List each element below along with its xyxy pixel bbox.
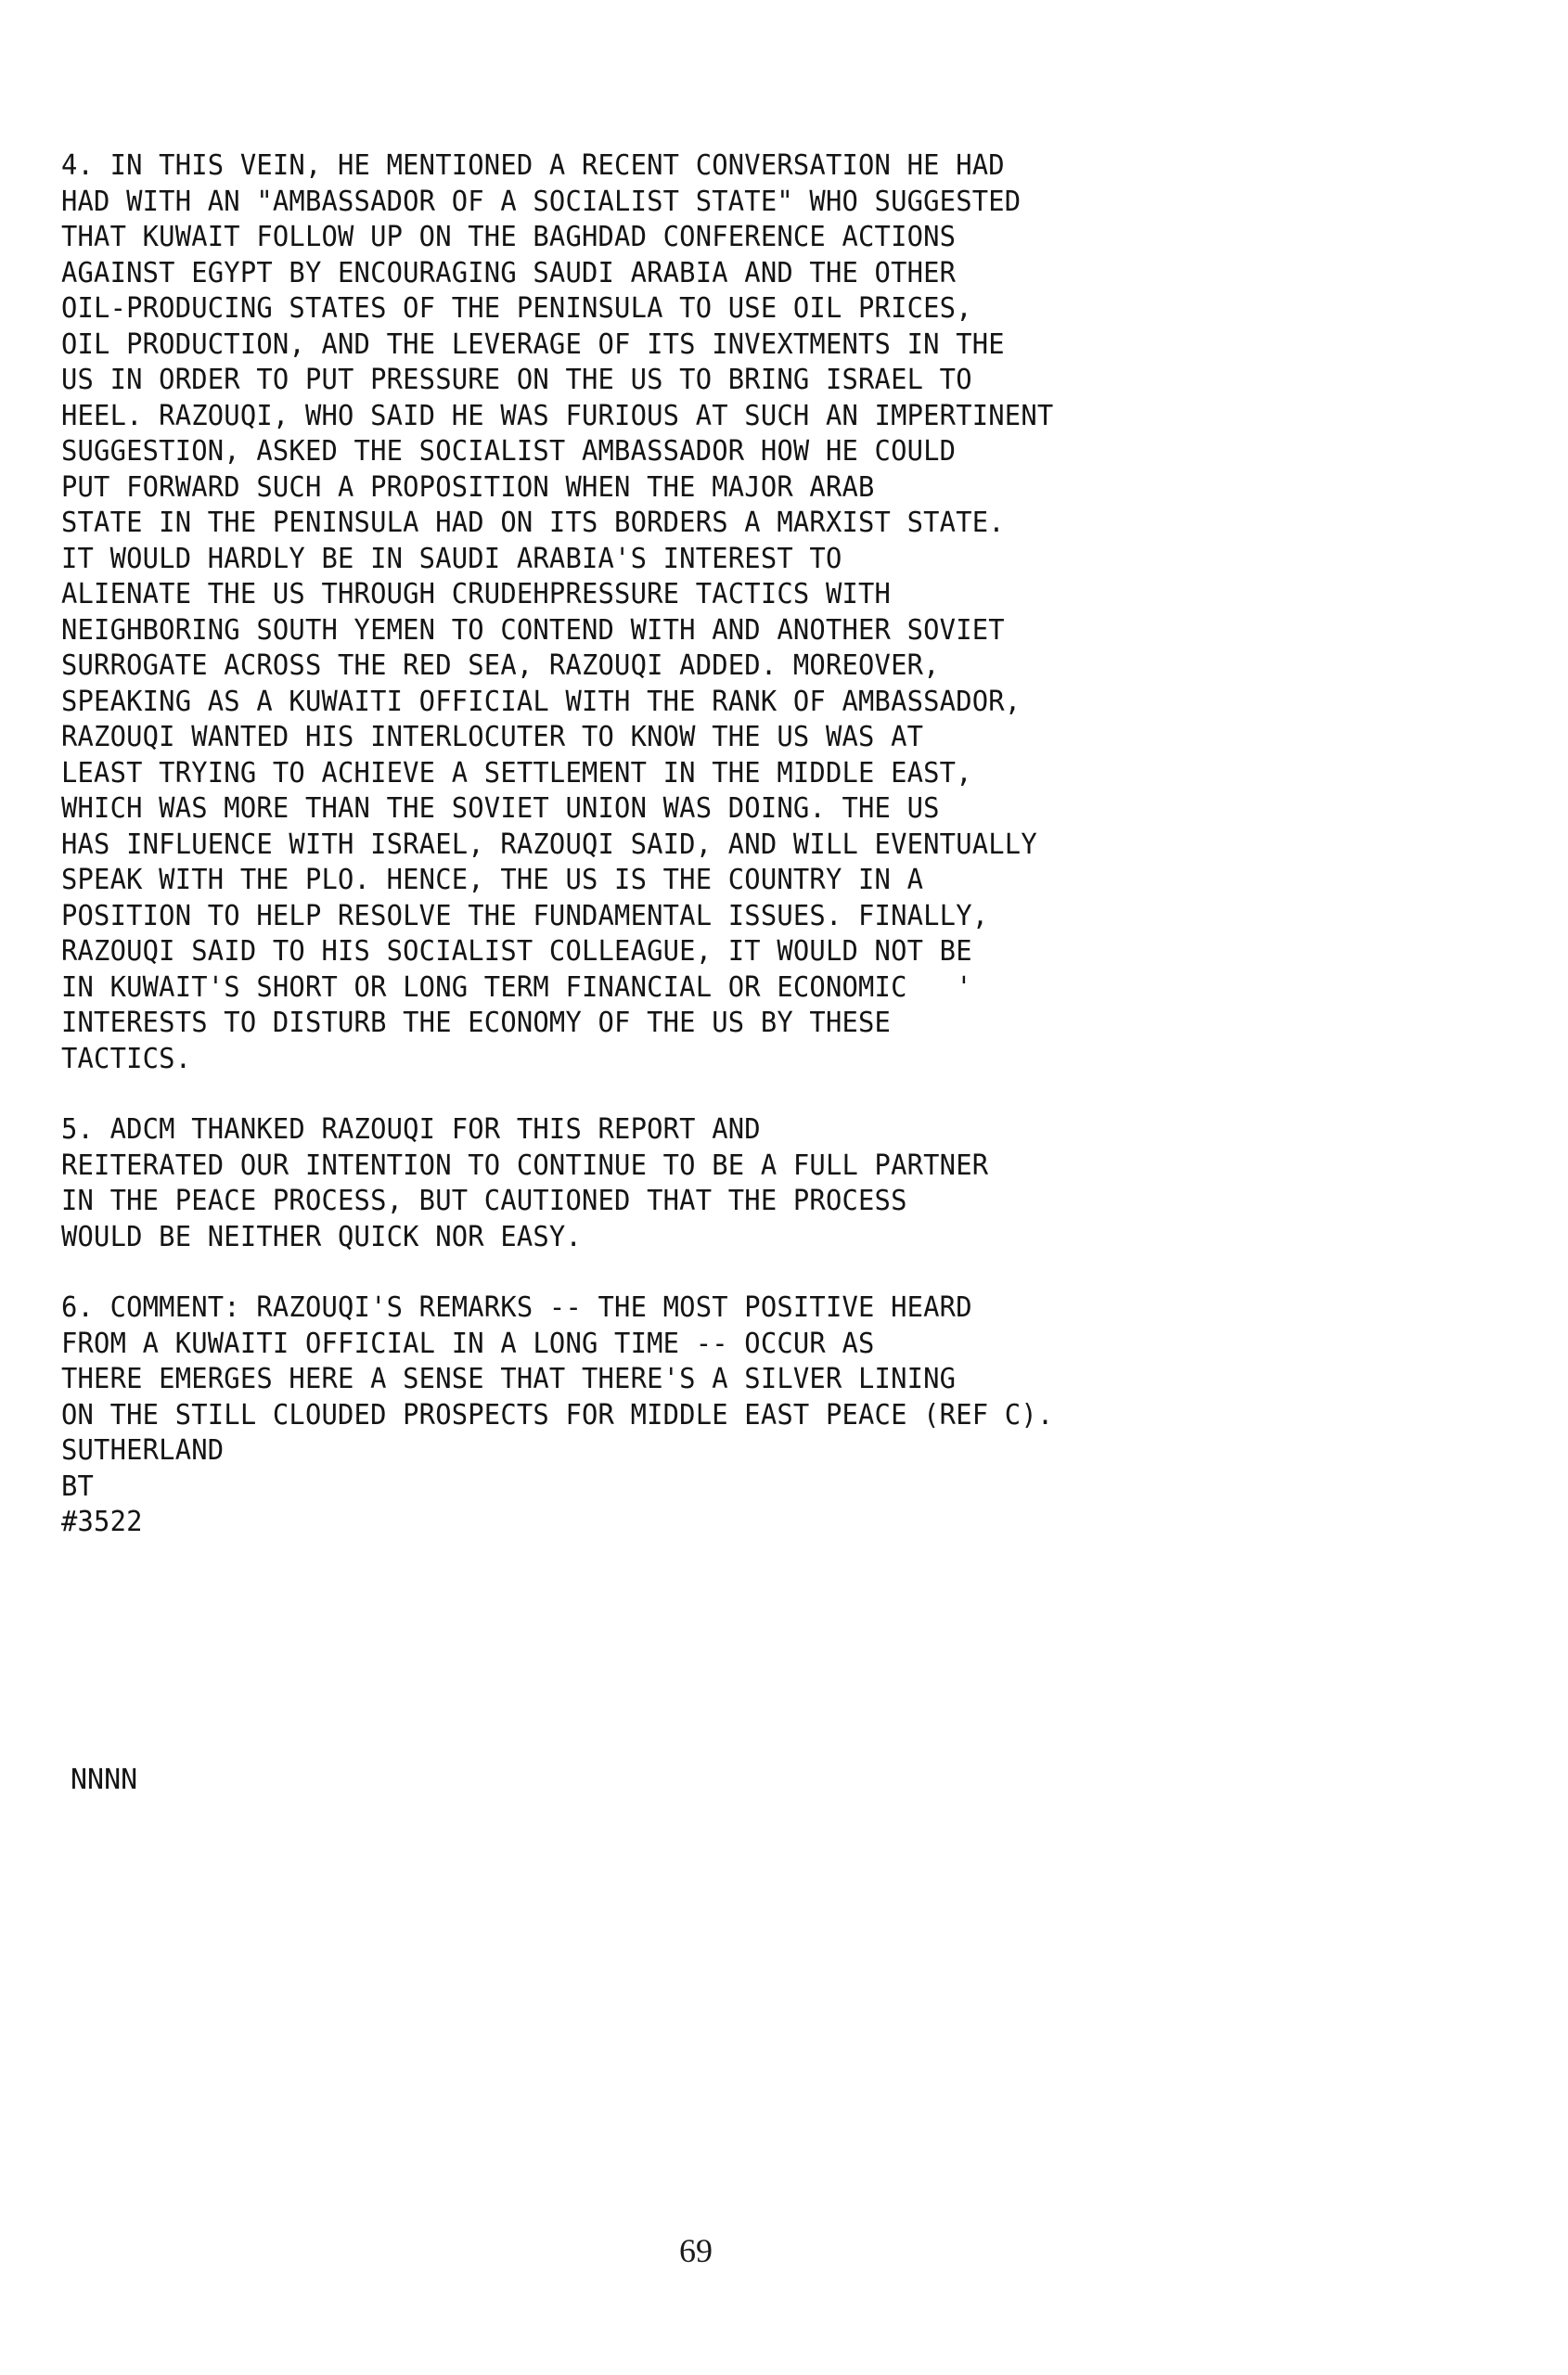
text-line: LEAST TRYING TO ACHIEVE A SETTLEMENT IN THE MIDDLE EAST,	[61, 756, 972, 790]
text-line: STATE IN THE PENINSULA HAD ON ITS BORDERS A MARXIST STATE.	[61, 507, 1005, 539]
text-line: FROM A KUWAITI OFFICIAL IN A LONG TIME -- OCCUR AS	[61, 1327, 875, 1360]
text-line: SURROGATE ACROSS THE RED SEA, RAZOUQI ADDED. MOREOVER,	[61, 649, 940, 682]
text-line: WOULD BE NEITHER QUICK NOR EASY.	[61, 1220, 582, 1253]
end-of-message-mark: NNNN	[71, 1764, 138, 1796]
text-line: THERE EMERGES HERE A SENSE THAT THERE'S A SILVER LINING	[61, 1363, 957, 1395]
text-line: SPEAKING AS A KUWAITI OFFICIAL WITH THE RANK OF AMBASSADOR,	[61, 685, 1022, 718]
text-line: ON THE STILL CLOUDED PROSPECTS FOR MIDDLE EAST PEACE (REF C).	[61, 1398, 1054, 1431]
text-line: IT WOULD HARDLY BE IN SAUDI ARABIA'S INTEREST TO	[61, 542, 842, 575]
text-line: 6. COMMENT: RAZOUQI'S REMARKS -- THE MOST POSITIVE HEARD	[61, 1291, 972, 1324]
text-line: #3522	[61, 1506, 143, 1538]
text-line: NEIGHBORING SOUTH YEMEN TO CONTEND WITH AND ANOTHER SOVIET	[61, 613, 1005, 647]
text-line: 5. ADCM THANKED RAZOUQI FOR THIS REPORT AND	[61, 1113, 761, 1146]
paragraph-6	[61, 1290, 1360, 1541]
page-number: 69	[679, 2232, 713, 2269]
text-line: INTERESTS TO DISTURB THE ECONOMY OF THE US BY THESE	[61, 1007, 892, 1039]
text-line: OIL PRODUCTION, AND THE LEVERAGE OF ITS INVEXTMENTS IN THE	[61, 327, 1005, 361]
text-line: ALIENATE THE US THROUGH CRUDEHPRESSURE TACTICS WITH	[61, 578, 892, 610]
text-line: PUT FORWARD SUCH A PROPOSITION WHEN THE MAJOR ARAB	[61, 470, 875, 504]
text-line: SUGGESTION, ASKED THE SOCIALIST AMBASSADOR HOW HE COULD	[61, 435, 957, 468]
text-line: REITERATED OUR INTENTION TO CONTINUE TO BE A FULL PARTNER	[61, 1149, 989, 1182]
text-line: HAS INFLUENCE WITH ISRAEL, RAZOUQI SAID, AND WILL EVENTUALLY	[61, 828, 1037, 861]
text-line: IN KUWAIT'S SHORT OR LONG TERM FINANCIAL OR ECONOMIC '	[61, 970, 972, 1004]
text-line: IN THE PEACE PROCESS, BUT CAUTIONED THAT THE PROCESS	[61, 1185, 907, 1217]
text-line: TACTICS.	[61, 1042, 192, 1075]
text-line: AGAINST EGYPT BY ENCOURAGING SAUDI ARABIA AND THE OTHER	[61, 256, 957, 289]
text-line: OIL-PRODUCING STATES OF THE PENINSULA TO USE OIL PRICES,	[61, 292, 972, 325]
paragraph-5	[61, 1112, 1360, 1255]
text-line: THAT KUWAIT FOLLOW UP ON THE BAGHDAD CONFERENCE ACTIONS	[61, 221, 957, 253]
text-line: HAD WITH AN "AMBASSADOR OF A SOCIALIST STATE" WHO SUGGESTED	[61, 185, 1022, 218]
text-line: POSITION TO HELP RESOLVE THE FUNDAMENTAL ISSUES. FINALLY,	[61, 899, 989, 932]
text-line: 4. IN THIS VEIN, HE MENTIONED A RECENT CONVERSATION HE HAD	[61, 149, 1005, 182]
text-line: RAZOUQI WANTED HIS INTERLOCUTER TO KNOW THE US WAS AT	[61, 721, 924, 753]
paragraph-4	[61, 148, 1360, 1077]
text-line: BT	[61, 1470, 95, 1503]
text-line: SUTHERLAND	[61, 1434, 225, 1467]
text-line: SPEAK WITH THE PLO. HENCE, THE US IS THE COUNTRY IN A	[61, 864, 924, 896]
text-line: HEEL. RAZOUQI, WHO SAID HE WAS FURIOUS AT SUCH AN IMPERTINENT	[61, 399, 1054, 432]
text-line: US IN ORDER TO PUT PRESSURE ON THE US TO BRING ISRAEL TO	[61, 364, 972, 396]
text-line: WHICH WAS MORE THAN THE SOVIET UNION WAS DOING. THE US	[61, 792, 940, 825]
text-line: RAZOUQI SAID TO HIS SOCIALIST COLLEAGUE, IT WOULD NOT BE	[61, 935, 972, 968]
cable-text	[61, 148, 1360, 1576]
